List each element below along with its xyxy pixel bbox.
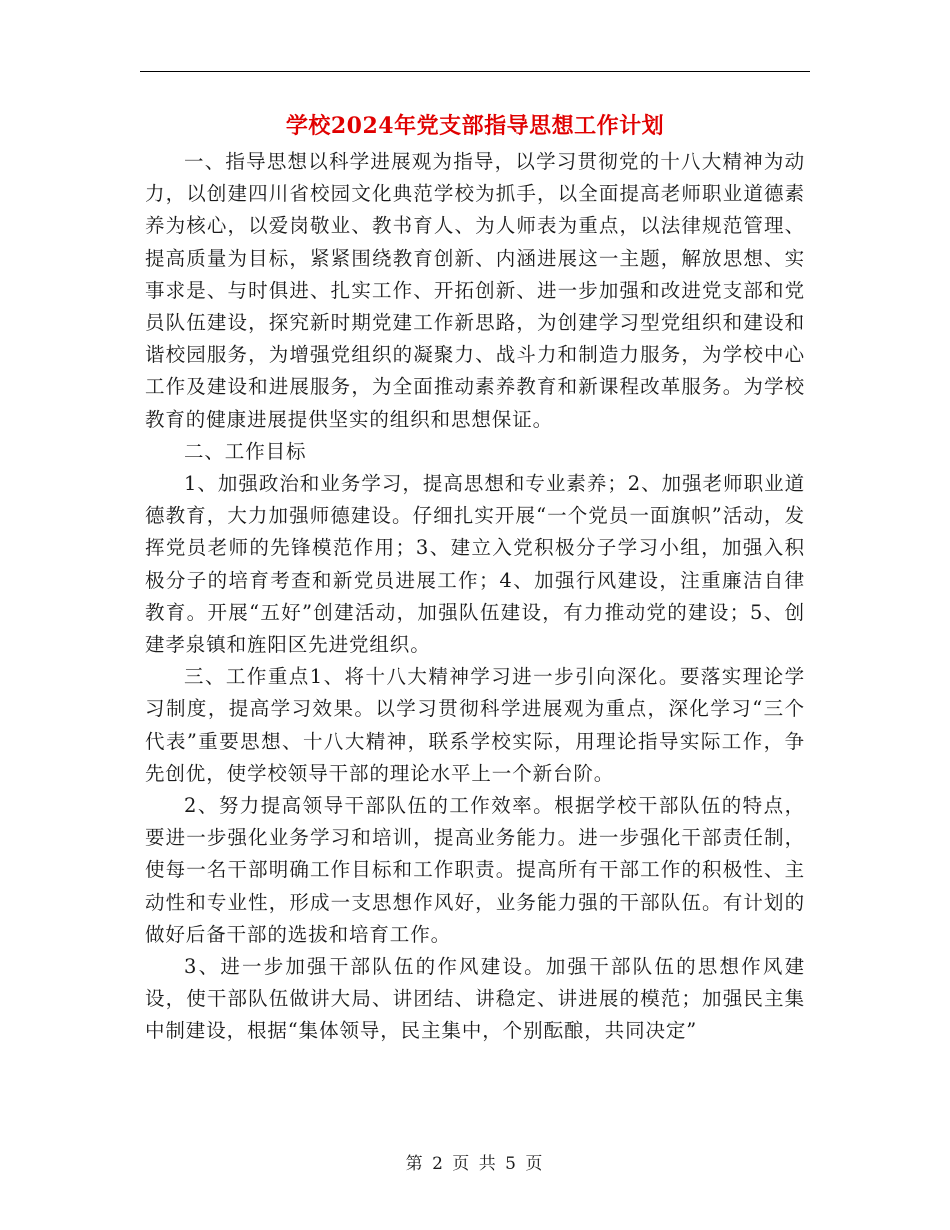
paragraph-work-focus-1: 三、工作重点1、将十八大精神学习进一步引向深化。要落实理论学习制度，提高学习效果。以学习贯彻科学进展观为重点，深化学习“三个代表”重要思想、十八大精神，联系学校实际，用理论指导实际工作，争先创优，使学校领导干部的理论水平上一个新台阶。 (145, 665, 805, 785)
paragraph-work-focus-2: 2、努力提高领导干部队伍的工作效率。根据学校干部队伍的特点，要进一步强化业务学习和培训，提高业务能力。进一步强化干部责任制，使每一名干部明确工作目标和工作职责。提高所有干部工作的积极性、主动性和专业性，形成一支思想作风好，业务能力强的干部队伍。有计划的做好后备干部的选拔和培育工作。 (145, 794, 805, 946)
document-body (145, 146, 805, 1048)
paragraph-work-goals-heading: 二、工作目标 (184, 439, 307, 463)
paragraph-work-goals: 1、加强政治和业务学习，提高思想和专业素养；2、加强老师职业道德教育，大力加强师德建设。仔细扎实开展“一个党员一面旗帜”活动，发挥党员老师的先锋模范作用；3、建立入党积极分子学习小组，加强入积极分子的培育考查和新党员进展工作；4、加强行风建设，注重廉洁自律教育。开展“五好”创建活动，加强队伍建设，有力推动党的建设；5、创建孝泉镇和旌阳区先进党组织。 (145, 472, 805, 657)
header-rule (140, 71, 810, 72)
page-number: 第 2 页 共 5 页 (405, 1154, 545, 1174)
document-title: 学校2024年党支部指导思想工作计划 (285, 113, 665, 139)
paragraph-guiding-ideology: 一、指导思想以科学进展观为指导，以学习贯彻党的十八大精神为动力，以创建四川省校园文化典范学校为抓手，以全面提高老师职业道德素养为核心，以爱岗敬业、教书育人、为人师表为重点，以法律规范管理、提高质量为目标，紧紧围绕教育创新、内涵进展这一主题，解放思想、实事求是、与时俱进、扎实工作、开拓创新、进一步加强和改进党支部和党员队伍建设，探究新时期党建工作新思路，为创建学习型党组织和建设和谐校园服务，为增强党组织的凝聚力、战斗力和制造力服务，为学校中心工作及建设和进展服务，为全面推动素养教育和新课程改革服务。为学校教育的健康进展提供坚实的组织和思想保证。 (145, 150, 805, 431)
paragraph-work-focus-3: 3、进一步加强干部队伍的作风建设。加强干部队伍的思想作风建设，使干部队伍做讲大局、讲团结、讲稳定、讲进展的模范；加强民主集中制建设，根据“集体领导，民主集中，个别酝酿，共同决定” (145, 955, 805, 1043)
